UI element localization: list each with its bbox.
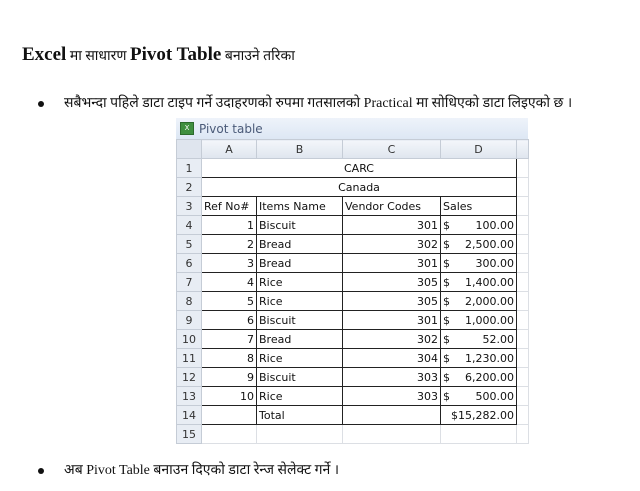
row-header[interactable]: 1 (177, 159, 202, 178)
cell[interactable] (343, 425, 441, 444)
ref-cell[interactable]: 5 (202, 292, 257, 311)
row-header[interactable]: 2 (177, 178, 202, 197)
bullet-text: सबैभन्दा पहिले डाटा टाइप गर्ने उदाहरणको रुपमा गतसालको Practical मा सोधिएको डाटा लिइएको छ । (64, 96, 573, 111)
cell[interactable] (517, 178, 529, 197)
row-header[interactable]: 9 (177, 311, 202, 330)
row-header[interactable]: 11 (177, 349, 202, 368)
table-row (177, 292, 529, 311)
title-excel: Excel (22, 44, 67, 65)
item-cell[interactable]: Biscuit (257, 311, 343, 330)
row-header[interactable]: 13 (177, 387, 202, 406)
sales-amount: 1,230.00 (465, 351, 514, 365)
sales-cell[interactable] (441, 349, 517, 368)
vendor-code-cell[interactable]: 302 (343, 235, 441, 254)
ref-cell[interactable]: 7 (202, 330, 257, 349)
title-pivot: Pivot Table (130, 44, 222, 65)
spreadsheet-grid (176, 139, 529, 444)
cell[interactable] (517, 425, 529, 444)
table-row (177, 406, 529, 425)
title-end: बनाउने तरिका (224, 49, 295, 64)
sales-amount: 100.00 (475, 218, 514, 232)
sales-cell[interactable] (441, 387, 517, 406)
sales-amount: 500.00 (475, 389, 514, 403)
sales-amount: 6,200.00 (465, 370, 514, 384)
vendor-code-cell[interactable]: 301 (343, 311, 441, 330)
table-row (177, 235, 529, 254)
ref-cell[interactable]: 4 (202, 273, 257, 292)
sales-cell[interactable] (441, 216, 517, 235)
total-value-cell[interactable]: $15,282.00 (441, 406, 517, 425)
currency-symbol: $ (443, 256, 450, 270)
table-row (177, 254, 529, 273)
sales-cell[interactable] (441, 235, 517, 254)
sales-amount: 52.00 (482, 332, 514, 346)
table-row (177, 330, 529, 349)
cell[interactable] (517, 368, 529, 387)
window-title: Pivot table (199, 121, 263, 136)
spreadsheet-screenshot (176, 118, 528, 440)
table-row (177, 387, 529, 406)
header-cell[interactable]: Ref No# (202, 197, 257, 216)
row-header[interactable]: 5 (177, 235, 202, 254)
sales-amount: 1,400.00 (465, 275, 514, 289)
table-row (177, 159, 529, 178)
vendor-code-cell[interactable]: 303 (343, 387, 441, 406)
ref-cell[interactable]: 3 (202, 254, 257, 273)
table-row (177, 178, 529, 197)
vendor-code-cell[interactable]: 305 (343, 273, 441, 292)
item-cell[interactable]: Bread (257, 235, 343, 254)
column-header-b[interactable]: B (257, 140, 343, 159)
currency-symbol: $ (443, 313, 450, 327)
sales-cell[interactable] (441, 311, 517, 330)
row-header[interactable]: 10 (177, 330, 202, 349)
table-row (177, 273, 529, 292)
item-cell[interactable]: Biscuit (257, 216, 343, 235)
row-header[interactable]: 4 (177, 216, 202, 235)
currency-symbol: $ (443, 275, 450, 289)
table-row (177, 425, 529, 444)
currency-symbol: $ (443, 294, 450, 308)
ref-cell[interactable]: 1 (202, 216, 257, 235)
column-header-d[interactable]: D (441, 140, 517, 159)
title-cell[interactable]: CARC (202, 159, 517, 178)
cell[interactable] (517, 216, 529, 235)
cell[interactable] (517, 159, 529, 178)
bullet-icon (38, 468, 44, 474)
sales-cell[interactable] (441, 254, 517, 273)
cell[interactable] (343, 406, 441, 425)
cell[interactable] (517, 273, 529, 292)
row-header[interactable]: 8 (177, 292, 202, 311)
total-label-cell[interactable]: Total (257, 406, 343, 425)
cell[interactable] (517, 349, 529, 368)
item-cell[interactable]: Rice (257, 292, 343, 311)
sales-cell[interactable] (441, 292, 517, 311)
header-cell[interactable]: Sales (441, 197, 517, 216)
title-mid: मा साधारण (69, 49, 127, 64)
bullet-item (38, 93, 572, 112)
excel-icon: X (180, 122, 194, 135)
header-cell[interactable]: Items Name (257, 197, 343, 216)
table-row (177, 311, 529, 330)
sales-cell[interactable] (441, 273, 517, 292)
sales-amount: 300.00 (475, 256, 514, 270)
vendor-code-cell[interactable]: 301 (343, 254, 441, 273)
row-header[interactable]: 15 (177, 425, 202, 444)
item-cell[interactable]: Rice (257, 273, 343, 292)
currency-symbol: $ (443, 389, 450, 403)
cell[interactable] (441, 425, 517, 444)
currency-symbol: $ (443, 370, 450, 384)
row-header[interactable]: 14 (177, 406, 202, 425)
cell[interactable] (517, 197, 529, 216)
row-header[interactable]: 12 (177, 368, 202, 387)
vendor-code-cell[interactable]: 301 (343, 216, 441, 235)
cell[interactable] (517, 254, 529, 273)
currency-symbol: $ (443, 332, 450, 346)
vendor-code-cell[interactable]: 304 (343, 349, 441, 368)
bullet-icon (38, 101, 44, 107)
header-cell[interactable]: Vendor Codes (343, 197, 441, 216)
table-row (177, 349, 529, 368)
sales-amount: 2,500.00 (465, 237, 514, 251)
item-cell[interactable]: Bread (257, 330, 343, 349)
cell[interactable] (517, 311, 529, 330)
cell[interactable] (517, 292, 529, 311)
ref-cell[interactable]: 6 (202, 311, 257, 330)
currency-symbol: $ (443, 351, 450, 365)
cell[interactable] (202, 425, 257, 444)
vendor-code-cell[interactable]: 305 (343, 292, 441, 311)
currency-symbol: $ (443, 218, 450, 232)
subtitle-cell[interactable]: Canada (202, 178, 517, 197)
ref-cell[interactable]: 10 (202, 387, 257, 406)
row-header[interactable]: 7 (177, 273, 202, 292)
sales-cell[interactable] (441, 330, 517, 349)
cell[interactable] (257, 425, 343, 444)
cell[interactable] (202, 406, 257, 425)
bullet-item (38, 460, 339, 479)
sales-cell[interactable] (441, 368, 517, 387)
select-all-corner[interactable] (177, 140, 202, 159)
item-cell[interactable]: Rice (257, 387, 343, 406)
sales-amount: 1,000.00 (465, 313, 514, 327)
currency-symbol: $ (443, 237, 450, 251)
cell[interactable] (517, 387, 529, 406)
table-row (177, 216, 529, 235)
sales-amount: 2,000.00 (465, 294, 514, 308)
item-cell[interactable]: Rice (257, 349, 343, 368)
vendor-code-cell[interactable]: 302 (343, 330, 441, 349)
column-header-c[interactable]: C (343, 140, 441, 159)
bullet-text: अब Pivot Table बनाउन दिएको डाटा रेन्ज सेलेक्ट गर्ने । (64, 463, 340, 478)
window-titlebar (176, 118, 528, 139)
table-row (177, 368, 529, 387)
vendor-code-cell[interactable]: 303 (343, 368, 441, 387)
table-row (177, 197, 529, 216)
cell[interactable] (517, 406, 529, 425)
row-header[interactable]: 6 (177, 254, 202, 273)
row-header[interactable]: 3 (177, 197, 202, 216)
column-header-e[interactable] (517, 140, 529, 159)
ref-cell[interactable]: 9 (202, 368, 257, 387)
item-cell[interactable]: Biscuit (257, 368, 343, 387)
cell[interactable] (517, 330, 529, 349)
column-header-a[interactable]: A (202, 140, 257, 159)
ref-cell[interactable]: 2 (202, 235, 257, 254)
item-cell[interactable]: Bread (257, 254, 343, 273)
ref-cell[interactable]: 8 (202, 349, 257, 368)
page-title (22, 44, 295, 66)
cell[interactable] (517, 235, 529, 254)
